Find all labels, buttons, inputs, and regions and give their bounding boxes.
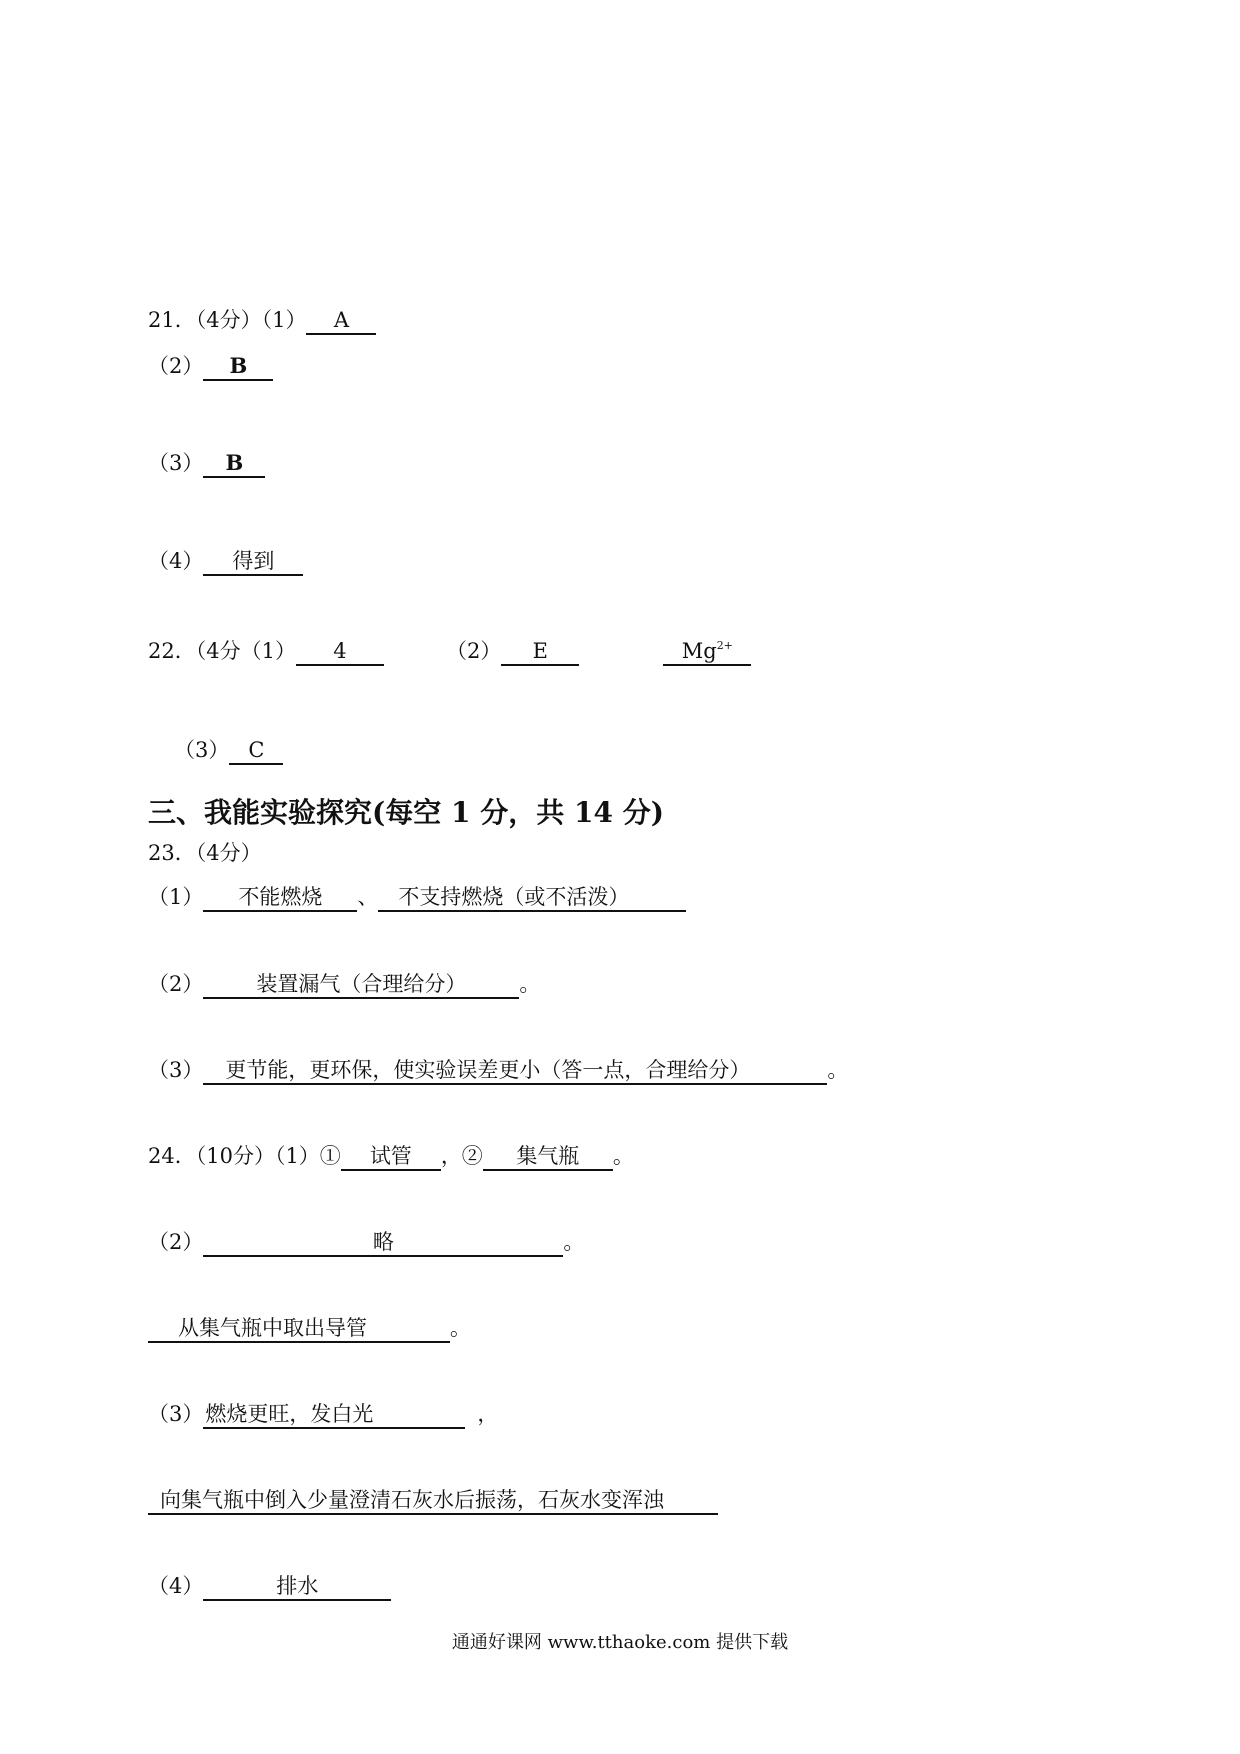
q21-line2 <box>148 351 273 381</box>
q23-line3-end: 。 <box>827 1058 849 1082</box>
q23-head-line <box>148 838 262 868</box>
q24-answer-1b: 集气瓶 <box>483 1143 613 1171</box>
q23-part2-label: （2） <box>148 972 204 996</box>
q24-answer-2: 略 <box>203 1229 563 1257</box>
q23-line2 <box>148 969 540 999</box>
q22-answer-2b-base: Mg <box>681 639 717 663</box>
q22-answer-2b-sup: 2+ <box>716 639 733 652</box>
q22-part2-label: （2） <box>445 639 502 663</box>
q24-answer-2b: 从集气瓶中取出导管 <box>148 1315 450 1343</box>
q24-comma: ， <box>477 1402 499 1426</box>
q21-line3 <box>148 448 265 478</box>
q24-line4 <box>148 1571 391 1601</box>
q22-answer-2: E <box>501 638 579 666</box>
q24-line1 <box>148 1141 634 1171</box>
q21-answer-4: 得到 <box>203 548 303 576</box>
q21-number: 21．（4分）（1） <box>148 308 307 332</box>
q22-answer-3: C <box>229 737 283 765</box>
q23-line2-end: 。 <box>519 972 541 996</box>
q21-answer-1: A <box>306 307 376 335</box>
q23-number: 23．（4分） <box>148 841 262 865</box>
q22-line2 <box>174 735 283 765</box>
q24-part4-label: （4） <box>148 1574 204 1598</box>
q21-line4 <box>148 546 303 576</box>
q24-number: 24．（10分）（1）① <box>148 1144 341 1168</box>
q21-part3-label: （3） <box>148 451 204 475</box>
q23-answer-1b: 不支持燃烧（或不活泼） <box>378 884 686 912</box>
q21-part4-label: （4） <box>148 549 204 573</box>
q23-part1-label: （1） <box>148 885 204 909</box>
q24-part2-label: （2） <box>148 1230 204 1254</box>
q24-line2b <box>148 1313 471 1343</box>
q24-answer-3b: 向集气瓶中倒入少量澄清石灰水后振荡，石灰水变浑浊 <box>148 1487 718 1515</box>
q24-answer-3a: 燃烧更旺，发白光 <box>203 1401 465 1429</box>
q24-part3-label: （3） <box>148 1402 204 1426</box>
q24-line1-end: 。 <box>612 1144 634 1168</box>
q21-answer-2: B <box>203 353 273 381</box>
q24-line2 <box>148 1227 584 1257</box>
section3-heading: 三、我能实验探究(每空 1 分，共 14 分) <box>148 796 664 829</box>
q22-answer-1: 4 <box>296 638 384 666</box>
q24-mid: ，② <box>440 1144 483 1168</box>
q24-answer-4: 排水 <box>203 1573 391 1601</box>
footer-source: 通通好课网 www.tthaoke.com 提供下载 <box>451 1632 789 1653</box>
q24-answer-1a: 试管 <box>341 1143 441 1171</box>
q22-answer-2b <box>663 633 751 666</box>
q22-number: 22．（4分（1） <box>148 639 296 663</box>
q21-answer-3: B <box>203 450 265 478</box>
q23-line3 <box>148 1055 848 1085</box>
q23-answer-1a: 不能燃烧 <box>203 884 357 912</box>
q22-line1 <box>148 633 751 666</box>
q21-part2-label: （2） <box>148 354 204 378</box>
q24-line2-end: 。 <box>563 1230 585 1254</box>
q24-line3b <box>148 1485 718 1515</box>
q22-part3-label: （3） <box>174 738 230 762</box>
q24-line3 <box>148 1399 498 1429</box>
q23-separator: 、 <box>357 885 379 909</box>
q21-line1 <box>148 305 376 335</box>
q23-line1 <box>148 882 686 912</box>
q24-line2b-end: 。 <box>450 1316 471 1340</box>
q23-answer-2: 装置漏气（合理给分） <box>203 971 519 999</box>
q23-answer-3: 更节能，更环保，使实验误差更小（答一点，合理给分） <box>203 1057 827 1085</box>
q23-part3-label: （3） <box>148 1058 204 1082</box>
